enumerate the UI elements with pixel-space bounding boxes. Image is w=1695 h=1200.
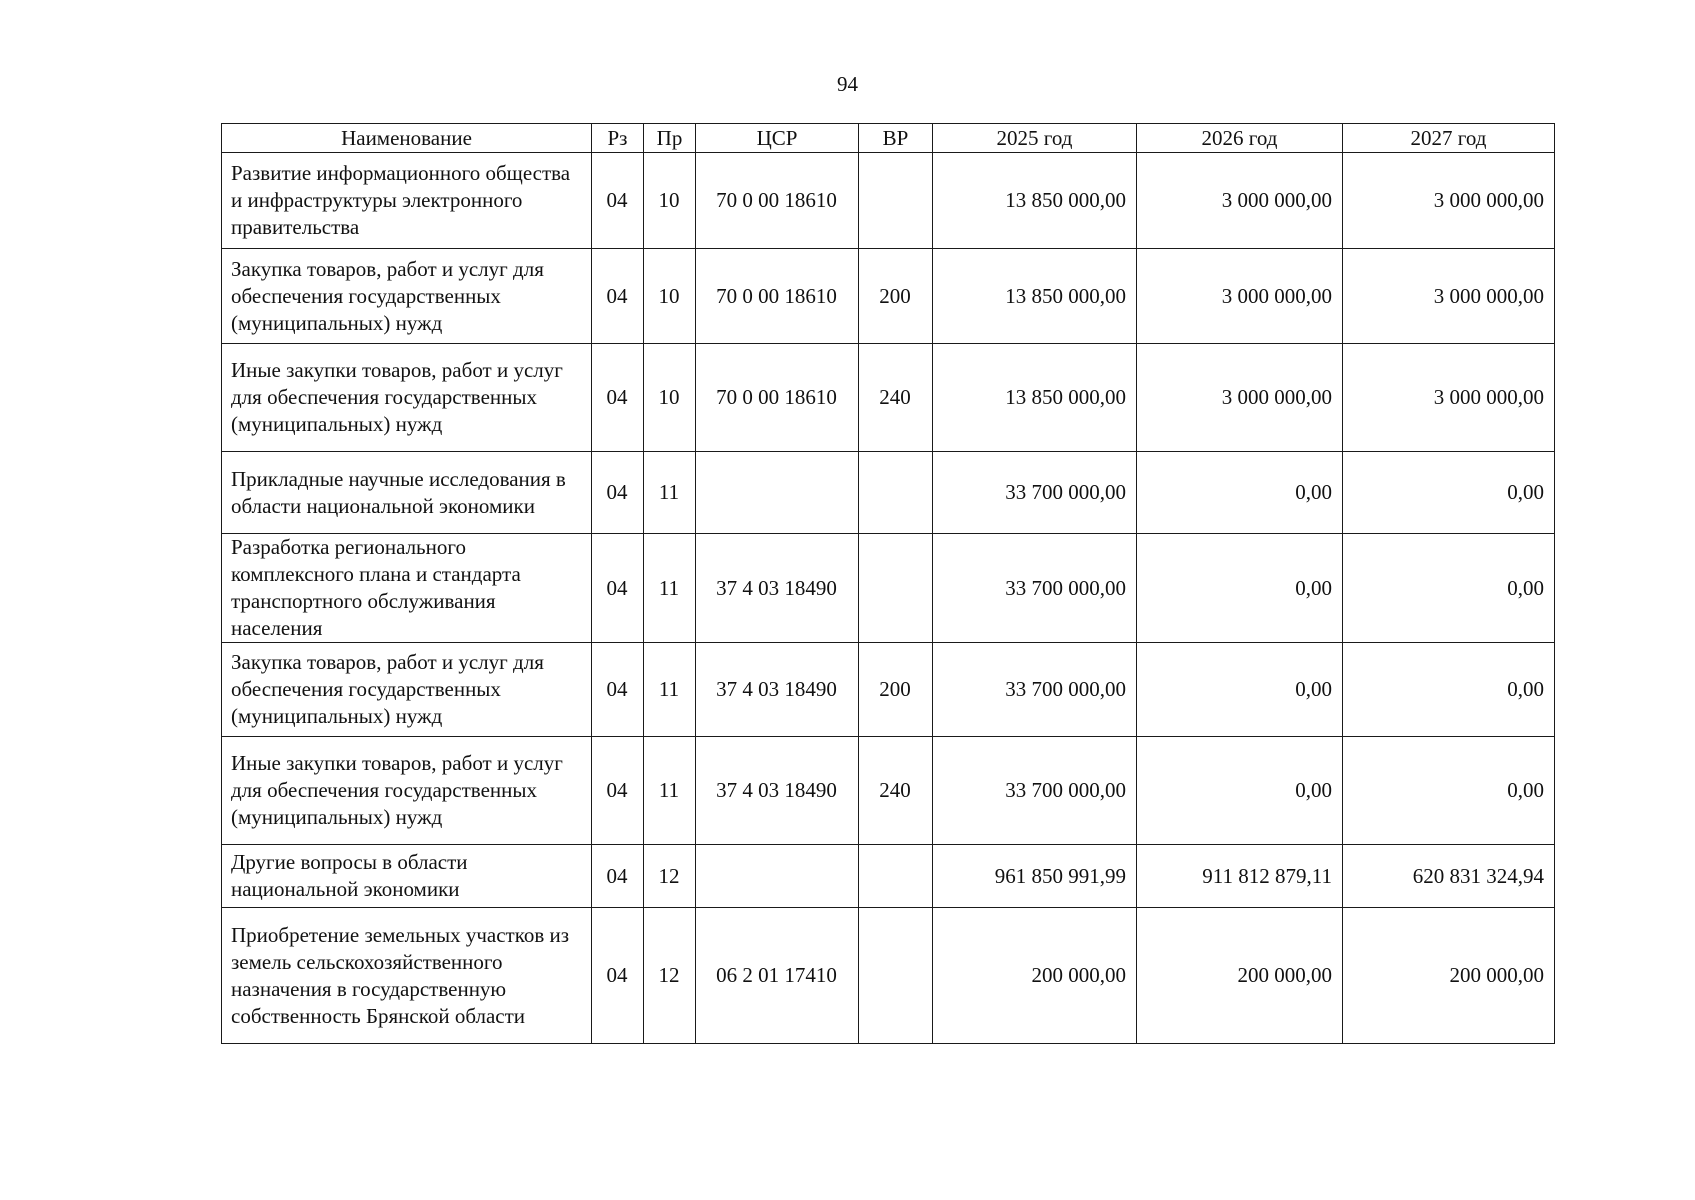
row-rz: 04 <box>592 908 644 1044</box>
table-row <box>222 908 1555 1044</box>
row-csr: 70 0 00 18610 <box>696 153 859 249</box>
row-2026: 3 000 000,00 <box>1137 249 1343 344</box>
row-2027: 620 831 324,94 <box>1343 845 1555 908</box>
row-vr <box>859 452 933 534</box>
row-csr <box>696 845 859 908</box>
row-rz: 04 <box>592 344 644 452</box>
table-row <box>222 452 1555 534</box>
header-2027: 2027 год <box>1343 124 1555 153</box>
row-2027: 0,00 <box>1343 643 1555 737</box>
row-pr: 12 <box>644 845 696 908</box>
row-csr: 70 0 00 18610 <box>696 344 859 452</box>
row-2027: 3 000 000,00 <box>1343 249 1555 344</box>
row-name: Иные закупки товаров, работ и услуг для обеспечения государственных (муниципальных) нужд <box>222 344 592 452</box>
row-vr: 200 <box>859 643 933 737</box>
table-row <box>222 249 1555 344</box>
row-pr: 10 <box>644 344 696 452</box>
row-2027: 0,00 <box>1343 737 1555 845</box>
table-row <box>222 534 1555 643</box>
budget-table <box>221 123 1555 1044</box>
row-name: Иные закупки товаров, работ и услуг для обеспечения государственных (муниципальных) нужд <box>222 737 592 845</box>
row-name: Прикладные научные исследования в области национальной экономики <box>222 452 592 534</box>
row-2026: 0,00 <box>1137 643 1343 737</box>
row-rz: 04 <box>592 737 644 845</box>
row-vr <box>859 908 933 1044</box>
row-name: Развитие информационного общества и инфраструктуры электронного правительства <box>222 153 592 249</box>
row-vr: 200 <box>859 249 933 344</box>
row-2025: 13 850 000,00 <box>933 344 1137 452</box>
row-pr: 10 <box>644 249 696 344</box>
row-2027: 3 000 000,00 <box>1343 344 1555 452</box>
row-2025: 961 850 991,99 <box>933 845 1137 908</box>
page-number: 94 <box>837 72 858 96</box>
row-2025: 33 700 000,00 <box>933 737 1137 845</box>
row-csr: 06 2 01 17410 <box>696 908 859 1044</box>
row-csr: 37 4 03 18490 <box>696 737 859 845</box>
row-vr: 240 <box>859 737 933 845</box>
header-rz: Рз <box>592 124 644 153</box>
table-row <box>222 344 1555 452</box>
row-csr <box>696 452 859 534</box>
table-row <box>222 643 1555 737</box>
table-row <box>222 153 1555 249</box>
row-vr <box>859 534 933 643</box>
row-2025: 13 850 000,00 <box>933 153 1137 249</box>
row-2027: 3 000 000,00 <box>1343 153 1555 249</box>
header-csr: ЦСР <box>696 124 859 153</box>
row-2026: 200 000,00 <box>1137 908 1343 1044</box>
row-vr: 240 <box>859 344 933 452</box>
row-rz: 04 <box>592 153 644 249</box>
row-2027: 0,00 <box>1343 452 1555 534</box>
row-2025: 33 700 000,00 <box>933 643 1137 737</box>
row-vr <box>859 845 933 908</box>
row-2026: 3 000 000,00 <box>1137 344 1343 452</box>
row-2025: 13 850 000,00 <box>933 249 1137 344</box>
row-name: Закупка товаров, работ и услуг для обеспечения государственных (муниципальных) нужд <box>222 249 592 344</box>
row-pr: 12 <box>644 908 696 1044</box>
row-pr: 11 <box>644 737 696 845</box>
row-2027: 0,00 <box>1343 534 1555 643</box>
row-rz: 04 <box>592 534 644 643</box>
row-vr <box>859 153 933 249</box>
row-csr: 37 4 03 18490 <box>696 643 859 737</box>
table-header-row <box>222 124 1555 153</box>
row-name: Другие вопросы в области национальной экономики <box>222 845 592 908</box>
row-pr: 11 <box>644 643 696 737</box>
row-rz: 04 <box>592 845 644 908</box>
row-2026: 911 812 879,11 <box>1137 845 1343 908</box>
row-2025: 33 700 000,00 <box>933 534 1137 643</box>
row-2026: 0,00 <box>1137 737 1343 845</box>
table-row <box>222 845 1555 908</box>
table-row <box>222 737 1555 845</box>
row-rz: 04 <box>592 249 644 344</box>
row-name: Закупка товаров, работ и услуг для обеспечения государственных (муниципальных) нужд <box>222 643 592 737</box>
row-name: Приобретение земельных участков из земель сельскохозяйственного назначения в государственную собственность Брянской области <box>222 908 592 1044</box>
row-rz: 04 <box>592 643 644 737</box>
row-2025: 33 700 000,00 <box>933 452 1137 534</box>
row-2025: 200 000,00 <box>933 908 1137 1044</box>
header-vr: ВР <box>859 124 933 153</box>
row-2026: 3 000 000,00 <box>1137 153 1343 249</box>
row-csr: 37 4 03 18490 <box>696 534 859 643</box>
header-2026: 2026 год <box>1137 124 1343 153</box>
row-pr: 11 <box>644 452 696 534</box>
header-2025: 2025 год <box>933 124 1137 153</box>
row-csr: 70 0 00 18610 <box>696 249 859 344</box>
row-name: Разработка регионального комплексного плана и стандарта транспортного обслуживания населения <box>222 534 592 643</box>
row-rz: 04 <box>592 452 644 534</box>
row-pr: 11 <box>644 534 696 643</box>
header-name: Наименование <box>222 124 592 153</box>
header-pr: Пр <box>644 124 696 153</box>
row-2026: 0,00 <box>1137 534 1343 643</box>
row-2026: 0,00 <box>1137 452 1343 534</box>
row-2027: 200 000,00 <box>1343 908 1555 1044</box>
row-pr: 10 <box>644 153 696 249</box>
